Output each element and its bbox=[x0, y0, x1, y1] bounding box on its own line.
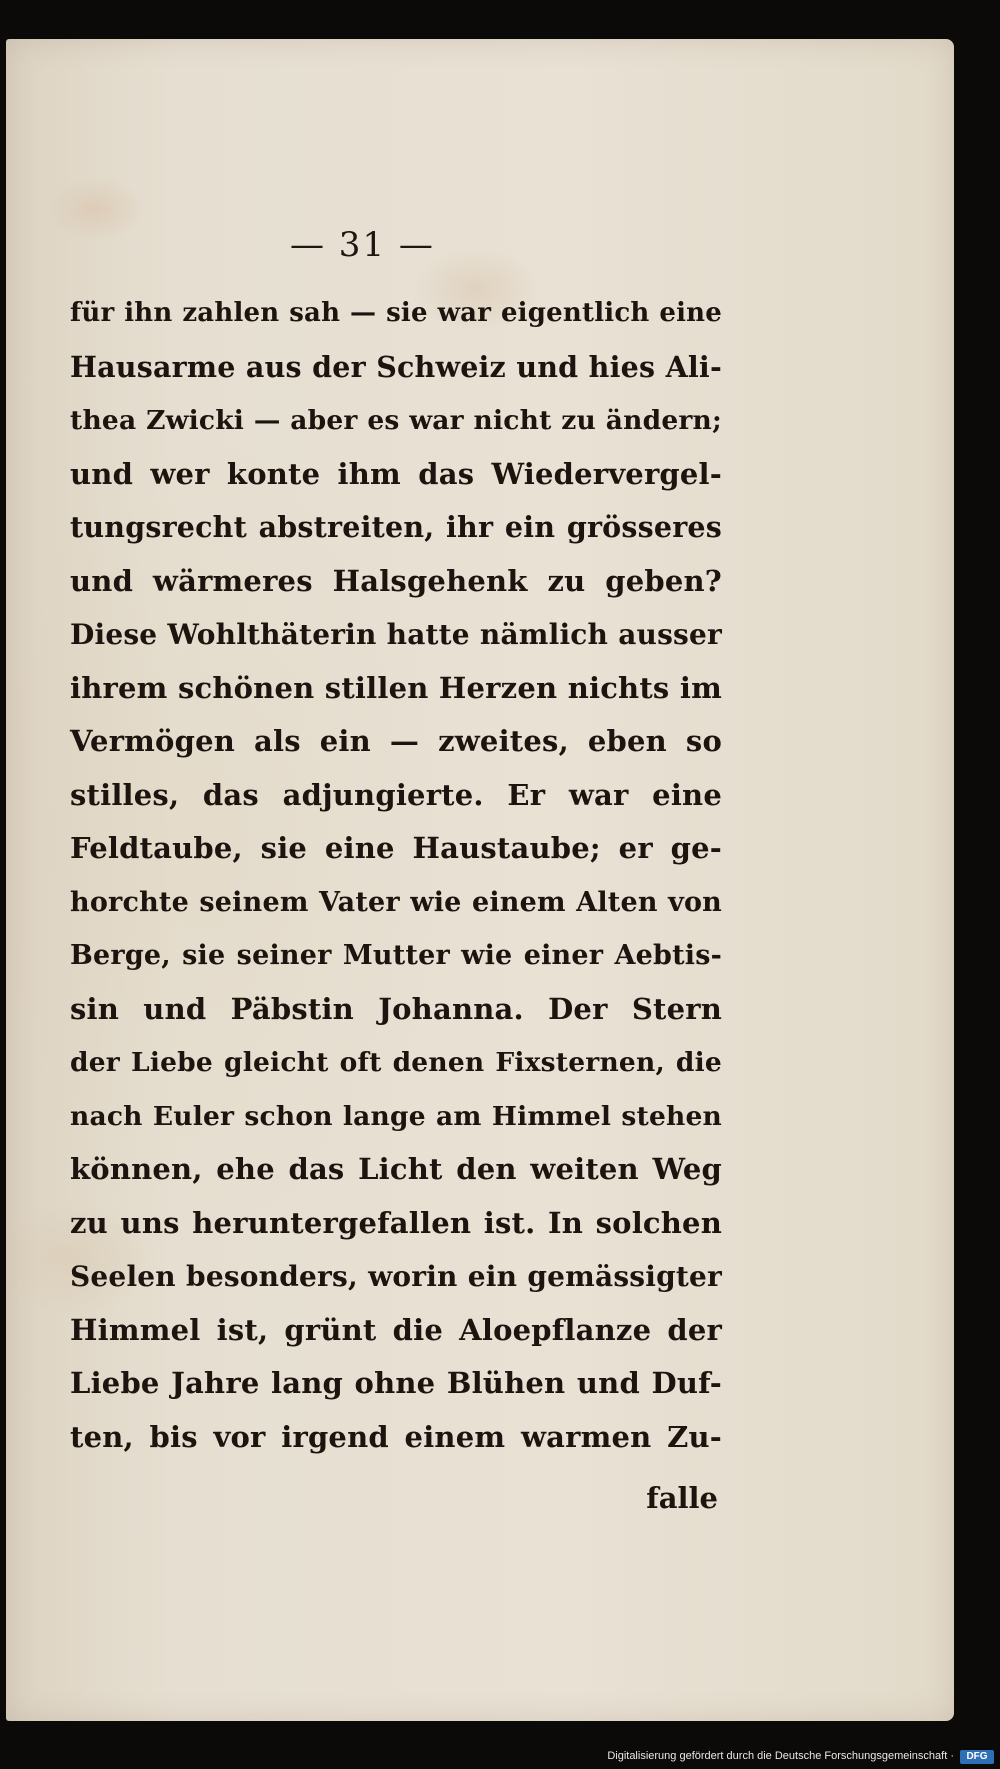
text-line: Feldtaube, sie eine Haustaube; er ge- bbox=[70, 831, 722, 865]
text-line: zu uns heruntergefallen ist. In solchen bbox=[70, 1205, 722, 1240]
text-line: Diese Wohlthäterin hatte nämlich ausser bbox=[70, 618, 722, 651]
text-line: stilles, das adjungierte. Er war eine bbox=[70, 777, 722, 812]
text-line: nach Euler schon lange am Himmel stehen bbox=[70, 1100, 722, 1132]
footer-bar bbox=[0, 1747, 1000, 1769]
text-line: ten, bis vor irgend einem warmen Zu- bbox=[70, 1419, 722, 1454]
text-line: horchte seinem Vater wie einem Alten von bbox=[70, 886, 722, 918]
text-line: und wer konte ihm das Wiedervergel- bbox=[70, 456, 722, 491]
text-line: Berge, sie seiner Mutter wie einer Aebtis- bbox=[70, 940, 722, 971]
text-line: tungsrecht abstreiten, ihr ein grösseres bbox=[70, 510, 722, 544]
text-line: und wärmeres Halsgehenk zu geben? bbox=[70, 563, 722, 598]
text-line: thea Zwicki — aber es war nicht zu ändern; bbox=[70, 405, 722, 436]
dfg-logo: DFG bbox=[960, 1750, 994, 1764]
text-line: für ihn zahlen sah — sie war eigentlich eine bbox=[70, 298, 722, 328]
body-text bbox=[70, 287, 722, 1464]
text-line: können, ehe das Licht den weiten Weg bbox=[70, 1152, 722, 1186]
text-line: ihrem schönen stillen Herzen nichts im bbox=[70, 670, 722, 705]
text-line: Liebe Jahre lang ohne Blühen und Duf- bbox=[70, 1366, 722, 1400]
text-line: der Liebe gleicht oft denen Fixsternen, die bbox=[70, 1047, 722, 1078]
funding-credit: Digitalisierung gefördert durch die Deutsche Forschungsgemeinschaft · bbox=[607, 1750, 954, 1762]
text-line: sin und Päbstin Johanna. Der Stern bbox=[70, 991, 722, 1026]
text-line: Himmel ist, grünt die Aloepflanze der bbox=[70, 1312, 722, 1347]
catchword: falle bbox=[646, 1481, 718, 1515]
text-line: Seelen besonders, worin ein gemässigter bbox=[70, 1260, 722, 1293]
page-number: — 31 — bbox=[290, 225, 435, 265]
text-line: Hausarme aus der Schweiz und hies Ali- bbox=[70, 349, 722, 384]
text-line: Vermögen als ein — zweites, eben so bbox=[70, 724, 722, 758]
